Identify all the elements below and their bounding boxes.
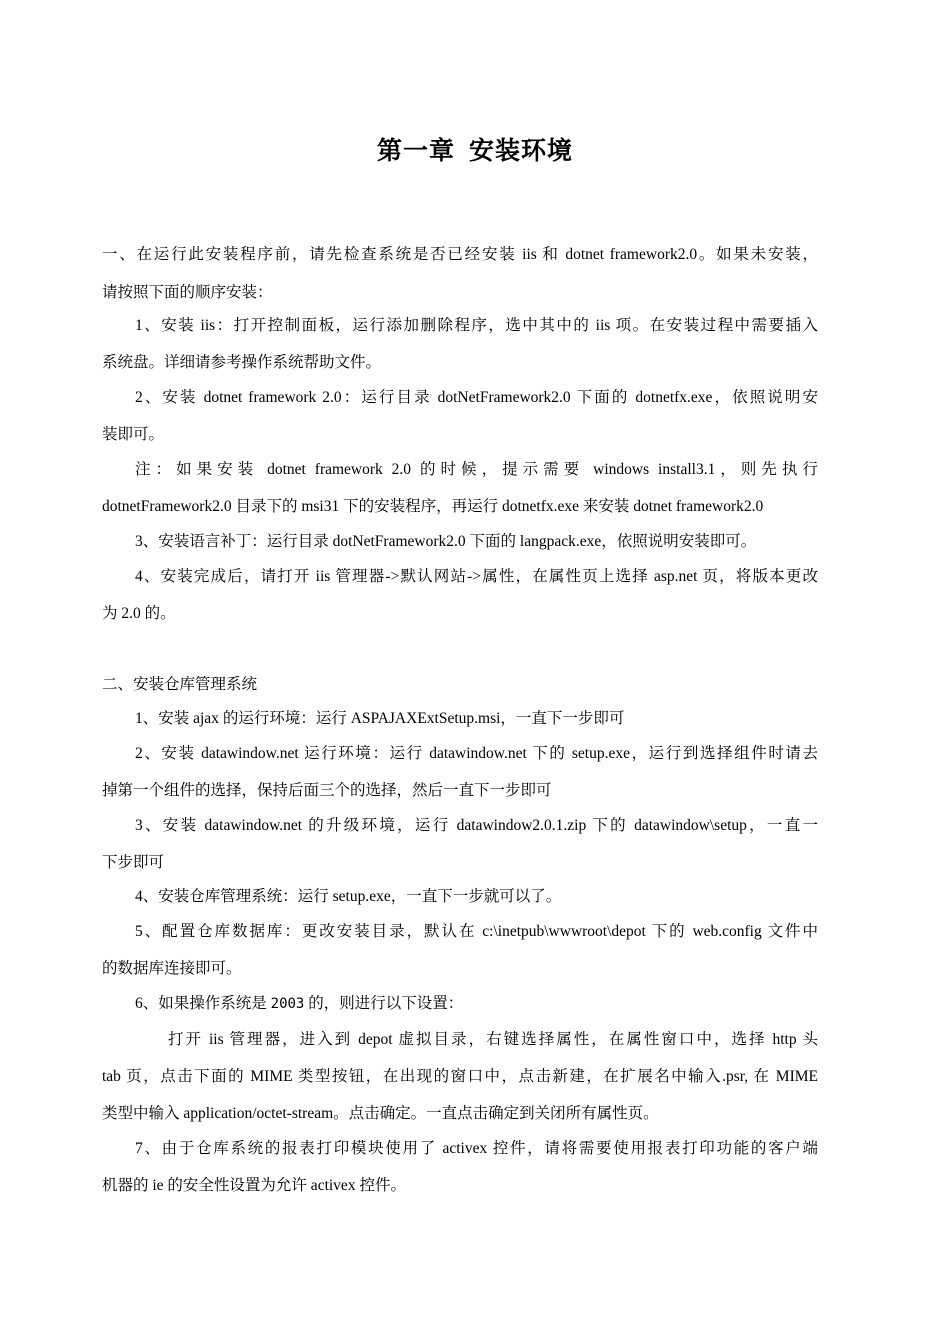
section2-heading: 二、安装仓库管理系统 — [102, 676, 258, 693]
section1-note-line2: dotnetFramework2.0 目录下的 msi31 下的安装程序，再运行 dotnetfx.exe 来安装 dotnet framework2.0 — [102, 498, 764, 515]
section2-step1-line1: 1、安装 ajax 的运行环境：运行 ASPAJAXExtSetup.msi，一直下一步即可 — [135, 710, 625, 727]
section2-step5-line2: 的数据库连接即可。 — [102, 960, 242, 977]
step6-suffix: 的，则进行以下设置： — [304, 995, 464, 1012]
section1-step4-line2: 为 2.0 的。 — [102, 605, 176, 622]
section2-step6-detail-line2: tab 页，点击下面的 MIME 类型按钮，在出现的窗口中，点击新建，在扩展名中输入.psr, 在 MIME — [102, 1068, 818, 1085]
section2-step6-line1 — [135, 993, 818, 1015]
section2-step3-line1: 3、安装 datawindow.net 的升级环境，运行 datawindow2.0.1.zip 下的 datawindow\setup，一直一 — [135, 817, 818, 834]
section2-step5-line1: 5、配置仓库数据库：更改安装目录，默认在 c:\inetpub\wwwroot\depot 下的 web.config 文件中 — [135, 923, 818, 940]
section1-intro-line1: 一、在运行此安装程序前，请先检查系统是否已经安装 iis 和 dotnet framework2.0。如果未安装， — [102, 246, 818, 263]
section2-step2-line2: 掉第一个组件的选择，保持后面三个的选择，然后一直下一步即可 — [102, 782, 552, 799]
section1-step4-line1: 4、安装完成后，请打开 iis 管理器->默认网站->属性，在属性页上选择 asp.net 页，将版本更改 — [135, 568, 818, 585]
step6-os-version: 2003 — [270, 996, 305, 1012]
step6-prefix: 6、如果操作系统是 — [135, 995, 271, 1012]
section2-step6-detail-line1: 打开 iis 管理器，进入到 depot 虚拟目录，右键选择属性，在属性窗口中，选择 http 头 — [168, 1031, 818, 1048]
section1-step3-line1: 3、安装语言补丁：运行目录 dotNetFramework2.0 下面的 langpack.exe，依照说明安装即可。 — [135, 533, 757, 550]
section2-step7-line2: 机器的 ie 的安全性设置为允许 activex 控件。 — [102, 1177, 406, 1194]
section2-step7-line1: 7、由于仓库系统的报表打印模块使用了 activex 控件，请将需要使用报表打印功能的客户端 — [135, 1140, 818, 1157]
section1-note-line1: 注：如果安装 dotnet framework 2.0 的时候，提示需要 windows install3.1，则先执行 — [135, 461, 818, 478]
section1-step1-line2: 系统盘。详细请参考操作系统帮助文件。 — [102, 354, 382, 371]
section1-step2-line1: 2、安装 dotnet framework 2.0：运行目录 dotNetFramework2.0 下面的 dotnetfx.exe，依照说明安 — [135, 389, 818, 406]
chapter-name: 安装环境 — [469, 138, 574, 165]
section1-step1-line1: 1、安装 iis：打开控制面板，运行添加删除程序，选中其中的 iis 项。在安装过程中需要插入 — [135, 317, 818, 334]
section2-step4-line1: 4、安装仓库管理系统：运行 setup.exe，一直下一步就可以了。 — [135, 888, 562, 905]
section2-step6-detail-line3: 类型中输入 application/octet-stream。点击确定。一直点击确定到关闭所有属性页。 — [102, 1105, 659, 1122]
section1-intro-line2: 请按照下面的顺序安装： — [102, 284, 273, 301]
section2-step3-line2: 下步即可 — [102, 854, 165, 871]
section1-step2-line2: 装即可。 — [102, 426, 165, 443]
chapter-number: 第一章 — [376, 138, 455, 165]
chapter-title — [0, 136, 950, 168]
section2-step2-line1: 2、安装 datawindow.net 运行环境：运行 datawindow.net 下的 setup.exe，运行到选择组件时请去 — [135, 745, 818, 762]
